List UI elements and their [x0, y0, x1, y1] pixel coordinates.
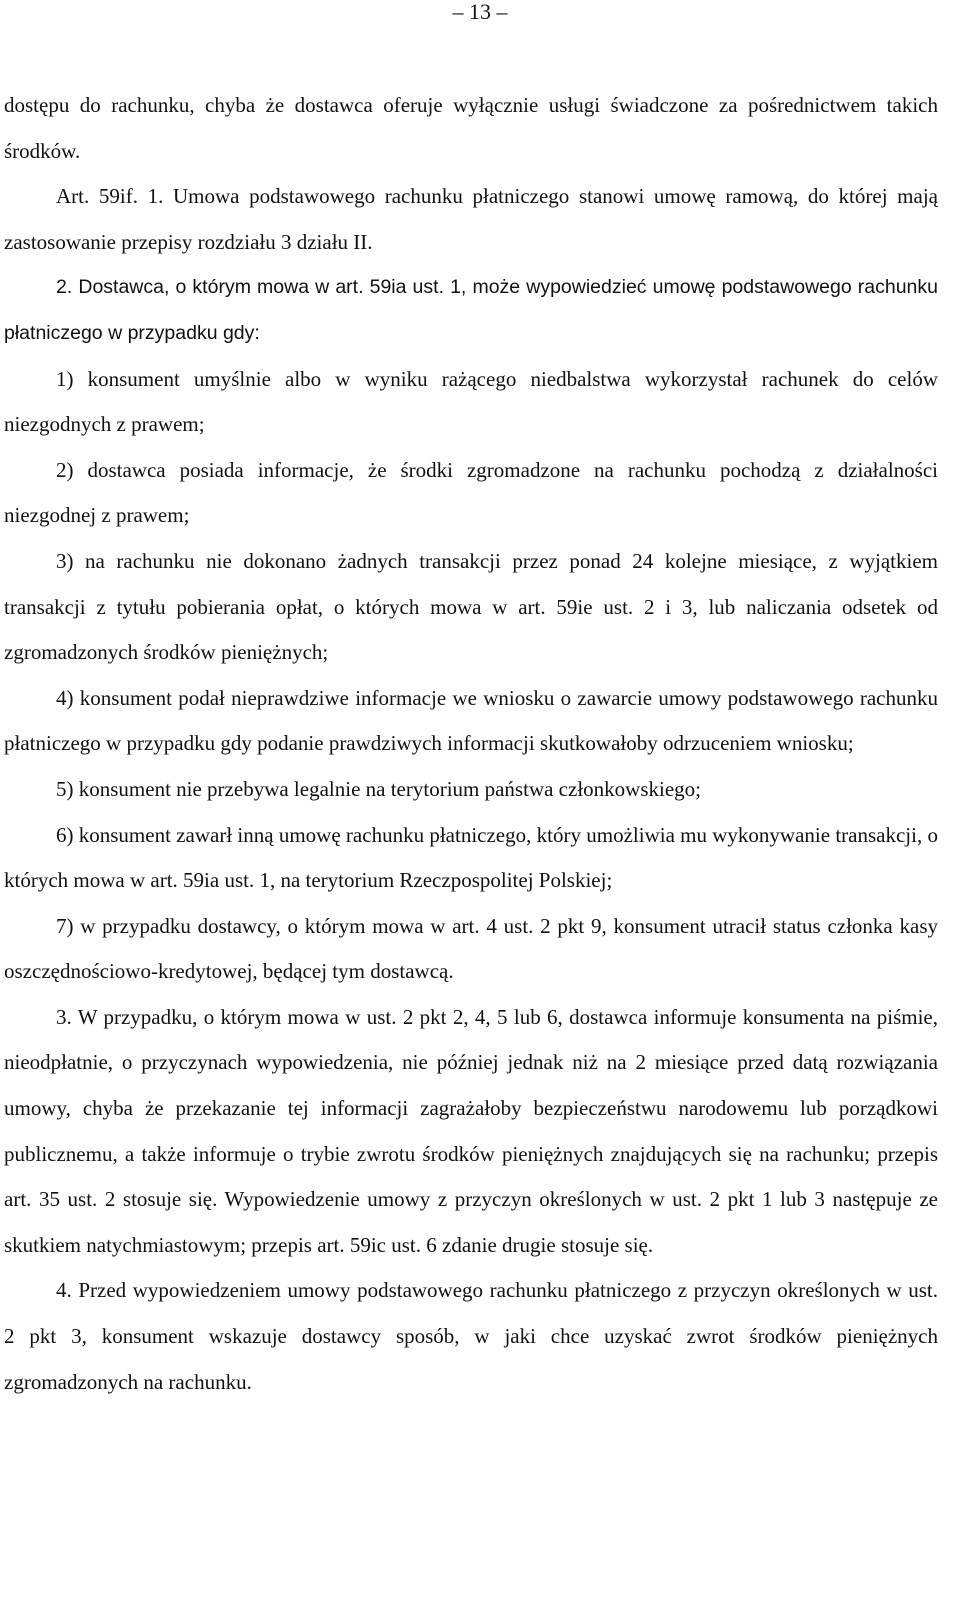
list-item-point-1: 1) konsument umyślnie albo w wyniku rażącego niedbalstwa wykorzystał rachunek do celów niezgodnych z prawem; [4, 366, 938, 437]
list-item-point-7: 7) w przypadku dostawcy, o którym mowa w art. 4 ust. 2 pkt 9, konsument utracił status członka kasy oszczędnościowo-kredytowej, będącej tym dostawcą. [4, 913, 938, 984]
paragraph-art-59if-1: Art. 59if. 1. Umowa podstawowego rachunku płatniczego stanowi umowę ramową, do której mają zastosowanie przepisy rozdziału 3 działu II. [4, 184, 938, 254]
paragraph-continuation: dostępu do rachunku, chyba że dostawca oferuje wyłącznie usługi świadczone za pośrednictwem takich środków. [4, 93, 938, 163]
list-item-point-5: 5) konsument nie przebywa legalnie na terytorium państwa członkowskiego; [56, 776, 701, 801]
list-item-point-3: 3) na rachunku nie dokonano żadnych transakcji przez ponad 24 kolejne miesiące, z wyjątkiem transakcji z tytułu pobierania opłat, o których mowa w art. 59ie ust. 2 i 3, lub naliczania odsetek od zgromadzonych środków pieniężnych; [4, 548, 938, 665]
list-item-point-2: 2) dostawca posiada informacje, że środki zgromadzone na rachunku pochodzą z działalności niezgodnej z prawem; [4, 457, 938, 528]
list-item-point-6: 6) konsument zawarł inną umowę rachunku płatniczego, który umożliwia mu wykonywanie transakcji, o których mowa w art. 59ia ust. 1, na terytorium Rzeczpospolitej Polskiej; [4, 822, 938, 893]
paragraph-ust-3: 3. W przypadku, o którym mowa w ust. 2 pkt 2, 4, 5 lub 6, dostawca informuje konsumenta na piśmie, nieodpłatnie, o przyczynach wypowiedzenia, nie później jednak niż na 2 miesiące przed datą rozwiązania umowy, chyba że przekazanie tej informacji zagrażałoby bezpieczeństwu narodowemu lub porządkowi publicznemu, a także informuje o trybie zwrotu środków pieniężnych znajdujących się na rachunku; przepis art. 35 ust. 2 stosuje się. Wypowiedzenie umowy z przyczyn określonych w ust. 2 pkt 1 lub 3 następuje ze skutkiem natychmiastowym; przepis art. 59ic ust. 6 zdanie drugie stosuje się. [4, 1004, 938, 1257]
list-item-point-4: 4) konsument podał nieprawdziwe informacje we wniosku o zawarcie umowy podstawowego rachunku płatniczego w przypadku gdy podanie prawdziwych informacji skutkowałoby odrzuceniem wniosku; [4, 685, 938, 756]
page-number: – 13 – [452, 0, 508, 24]
paragraph-art-59if-2: 2. Dostawca, o którym mowa w art. 59ia ust. 1, może wypowiedzieć umowę podstawowego rachunku płatniczego w przypadku gdy: [4, 276, 938, 344]
paragraph-ust-4: 4. Przed wypowiedzeniem umowy podstawowego rachunku płatniczego z przyczyn określonych w ust. 2 pkt 3, konsument wskazuje dostawcy sposób, w jaki chce uzyskać zwrot środków pieniężnych zgromadzonych na rachunku. [4, 1278, 938, 1394]
document-body [4, 83, 938, 1405]
